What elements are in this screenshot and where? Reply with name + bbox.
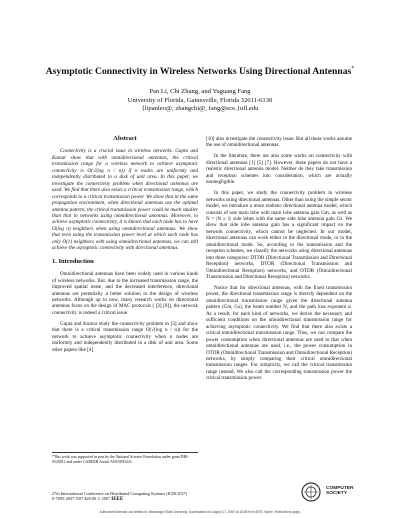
abstract-heading: Abstract [113,135,137,142]
logo-text-line-1: COMPUTER [326,486,354,491]
logo-text-line-2: SOCIETY [326,491,348,497]
body-paragraph-3: In this paper, we study the connectivity problem in wireless networks using directional antennas. Other than using the simple sector model, we introduce a more realistic directional antenna model, which consists of one main lobe with main lobe antenna gain Gm, as well as N = |N ≥ 1| side lobes with the same side lobe antenna gain Gs. We show that side lobe antenna gain has a significant impact on the network connectivity, which cannot be neglected. In our model, directional antennas can work either in the directional mode, or in the omnidirectional mode. So, according to the transmission and the reception schemes, we classify the networks using directional antennas into three categories: DTDR (Directional Transmission and Directional Reception) networks, DTOR (Directional Transmission and Omnidirectional Reception) networks, and OTDR (Omnidirectional Transmission and Directional Reception) networks. [206,190,352,281]
left-column [52,136,198,358]
author-block [0,88,400,114]
author-affiliation: University of Florida, Gainesville, Florida 32611-6130 [127,96,273,104]
right-column [206,136,352,386]
conference-isbn-text: 0-7695-2837-3/07 $20.00 © 2007 [52,496,111,502]
body-paragraph-4: Notice that for directional antennas, with the fixed transmission power, the directional transmission range is directly dependent on the omnidirectional transmission range given the directional antenna pattern (Gm, Gs), the beam number N, and the path loss exponent α. As a result, for each kind of networks, we derive the necessary and sufficient conditions on the omnidirectional transmission range for achieving asymptotic connectivity. We find that there also exists a critical omnidirectional transmission range. Thus, we can compare the power consumption when directional antennas are used to that when omnidirectional antennas are used, i.e., the power consumption in OTOR (Omnidirectional Transmission and Omnidirectional Reception) networks, by simply comparing their critical omnidirectional transmission ranges. For simplicity, we call the critical transmission range instead. We also call the corresponding transmission power the critical transmission power. [206,285,352,382]
body-paragraph-1: [10] also investigate the connectivity issue. But all these works assume the use of omnidirectional antennas. [206,136,352,149]
abstract [52,148,198,251]
conference-info [52,491,187,502]
footnote: *This work was supported in part by the National Science Foundation under grant DBI-0529012 and under CAREER Award ANI-0093241. [52,452,198,465]
intro-paragraph-2: Gupta and Kumar study the connectivity problem in [3] and show that there is a critical transmission range O(√(log n / n)) for the network to achieve asymptotic connectivity when n nodes are uniformly and independently distributed in a disk of unit area. Some other papers like [4] [52,320,198,353]
paper-title [0,66,400,77]
author-names: Pan Li, Chi Zhang, and Yuguang Fang [149,88,251,95]
abstract-paragraph: Connectivity is a crucial issue in wireless networks. Gupta and Kumar show that with omnidirectional antennas, the critical transmission range for a wireless network to achieve asymptotic connectivity is O(√(log n / n)) if n nodes are uniformly and independently distributed in a disk of unit area. In this paper, we investigate the connectivity problem when directional antennas are used. We find that there also exists a critical transmission range, which corresponds to a critical transmission power. We show that in the same propagation environment, when directional antennas use the optimal antenna pattern, the critical transmission power could be much smaller than that in networks using omnidirectional antennas. Moreover, to achieve asymptotic connectivity, it is known that each node has to have O(log n) neighbors when using omnidirectional antennas. We show that even using the transmission power level at which each node has only O(1) neighbors with using omnidirectional antennas, we can still achieve the asymptotic connectivity with directional antennas. [52,148,199,252]
author-emails: {lipanleo@, zhangchi@, fang@ece.}ufl.edu [141,105,259,113]
paper-title-text: Asymptotic Connectivity in Wireless Networks Using Directional Antennas [45,66,352,78]
ieee-mark: IEEE [111,497,124,503]
authorized-use-note: Authorized licensed use limited to: Mississippi State University. Downloaded on August 17, 2009 at 18:55 from IEEE Xplore. Restrictions apply. [99,510,301,514]
conference-isbn [52,496,187,502]
conference-name: 27th International Conference on Distributed Computing Systems (ICDCS'07) [52,491,187,496]
section-heading-introduction: 1. Introduction [52,257,94,265]
title-footnote-mark: * [351,66,355,72]
computer-society-logo-text [326,486,360,496]
intro-paragraph-1: Omnidirectional antennas have been widely used in various kinds of wireless networks. But, due to the increased transmission range, the improved spatial reuse, and the decreased interference, directional antennas are potentially a better solution to the design of wireless networks. Although up to now, many research works on directional antennas focus on the design of MAC protocols ( [2] [8]), the network connectivity is indeed a critical issue. [52,271,198,316]
body-paragraph-2: In the literature, there are also some works on connectivity with directional antennas [1] [5] [7]. However, these papers do not have a realistic directional antenna model. Neither do they take transmission and reception schemes into consideration, which are actually nonnegligible. [206,153,352,186]
